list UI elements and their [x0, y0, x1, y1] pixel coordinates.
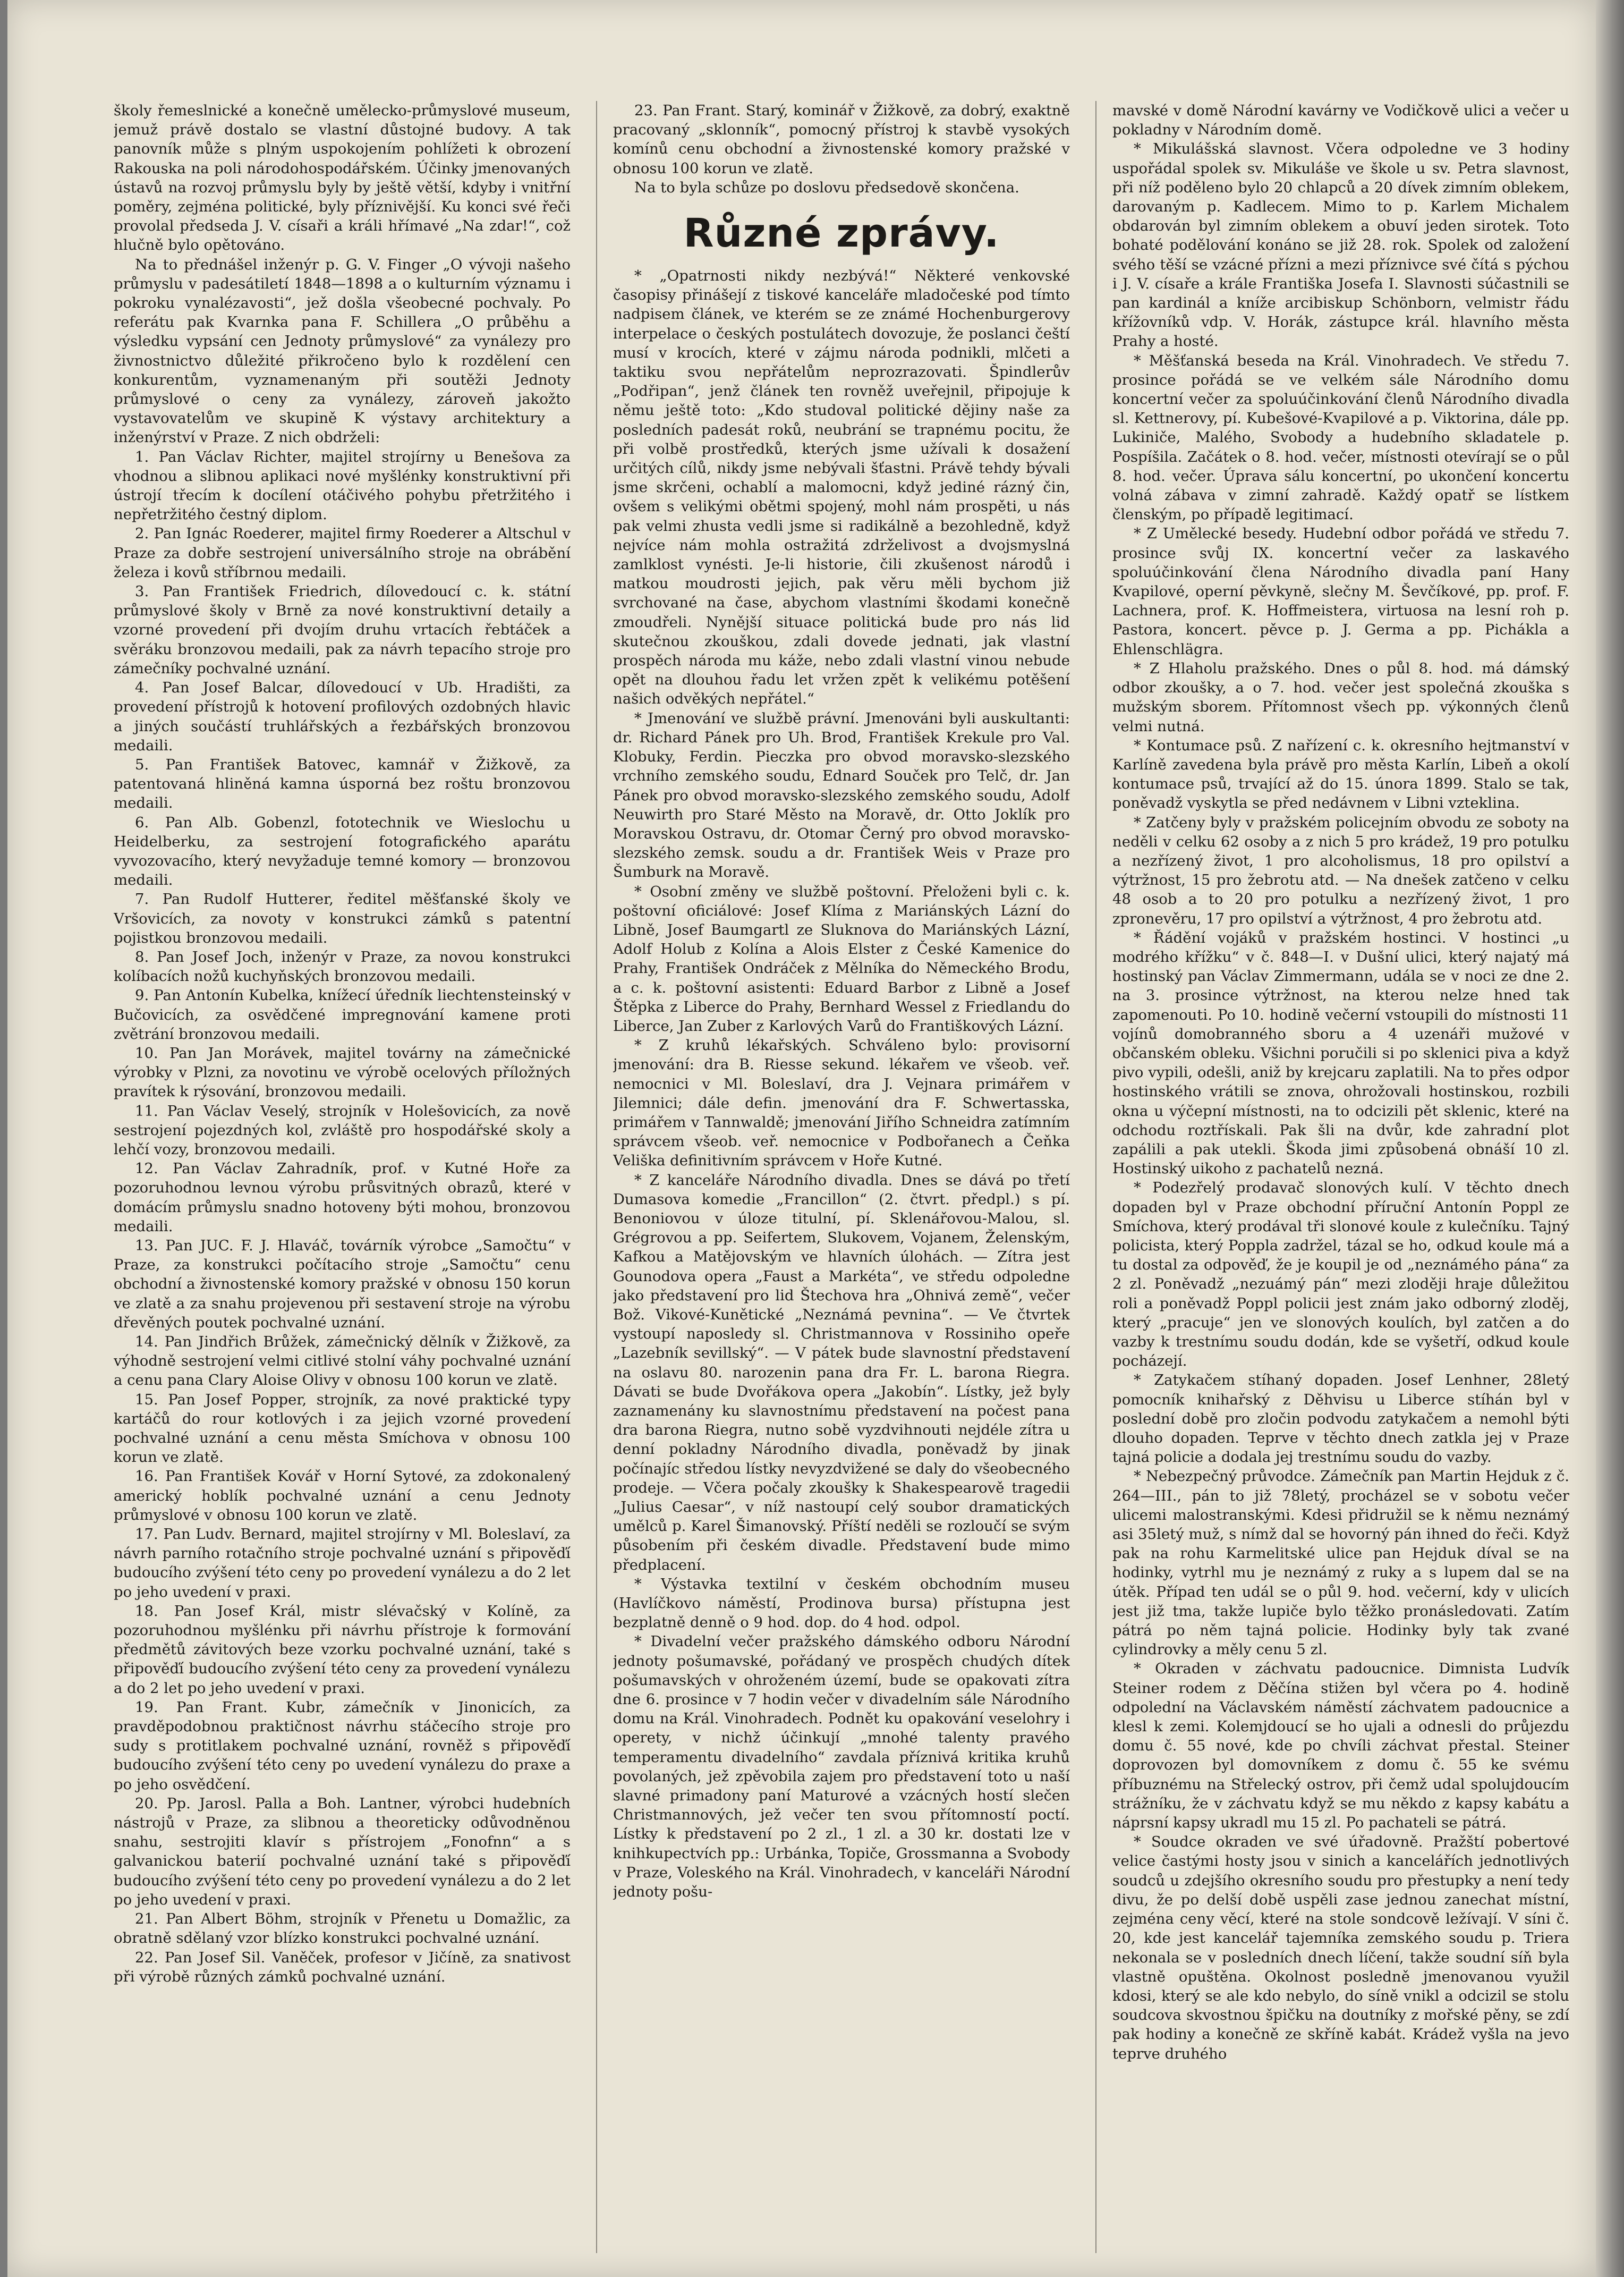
- newspaper-page: [7, 0, 1596, 2277]
- paragraph: školy řemeslnické a konečně umělecko-průmyslové museum, jemuž právě dostalo se vlastní důstojné budovy. A tak panovník může s plným uspokojením pohlížeti k obrození Rakouska na poli národohospodářském. Účinky jmenovaných ústavů na rozvoj průmyslu byly by ještě větší, kdyby i vnitřní poměry, zejména politické, byly příznivější. Ku konci své řeči provolal předseda J. V. císaři a králi hřímavé „Na zdar!“, což hlučně bylo opětováno.: [114, 102, 571, 254]
- column-2: [613, 101, 1070, 2258]
- award-item: 20. Pp. Jarosl. Palla a Boh. Lantner, výrobci hudebních nástrojů v Praze, za slibnou a theoreticky odůvodněnou snahu, sestrojiti klavír s přístrojem „Fonofnn“ a s galvanickou baterií pochvalné uznání také s připověďí budoucího zvýšení této ceny po provedení vynálezu a do 2 let po jeho uvedení v praxi.: [114, 1794, 571, 1908]
- paragraph: Na to přednášel inženýr p. G. V. Finger „O vývoji našeho průmyslu v padesátiletí 1848—1898 a o kulturním významu i pokroku vynalézavosti“, jež došla všeobecné pochvaly. Po referátu pak Kvarnka pana F. Schillera „O průběhu a výsledku vypsání cen Jednoty průmyslové“ za vynálezy pro živnostnictvo důležité přikročeno bylo k rozdělení cen konkurentům, vyznamenaným při soutěži Jednoty průmyslové o ceny za vynálezy, zároveň jakožto vystavovatelům ve skupině K výstavy architektury a inženýrství v Praze. Z nich obdrželi:: [114, 256, 571, 446]
- column-divider: [1095, 101, 1096, 2253]
- award-item: 3. Pan František Friedrich, dílovedoucí c. k. státní průmyslové školy v Brně za nové konstruktivní detaily a vzorné provedení při dvojím druhu vrtacích řebtáček a svěráku bronzovou medaili, pak za návrh tepacího stroje pro zámečníky pochvalné uznání.: [114, 583, 571, 677]
- section-headline: Různé zprávy.: [683, 210, 1000, 257]
- award-item: 21. Pan Albert Böhm, strojník v Přenetu u Domažlic, za obratně sdělaný vzor blízko konstrukci pochvalné uznání.: [114, 1910, 571, 1947]
- news-item: * Výstavka textilní v českém obchodním museu (Havlíčkovo náměstí, Prodinova bursa) přístupna jest bezplatně denně o 9 hod. dop. do 4 hod. odpol.: [613, 1575, 1070, 1631]
- award-item: 16. Pan František Kovář v Horní Sytové, za zdokonalený americký hoblík pochvalné uznání a cenu Jednoty průmyslové v obnosu 100 korun ve zlatě.: [114, 1468, 571, 1523]
- column-3: [1112, 101, 1569, 2258]
- news-item: * Zatykačem stíhaný dopaden. Josef Lenhner, 28letý pomocník knihařský z Děhvisu u Liberce stíhán byl v poslední době pro zločin podvodu zatykačem a nemohl býti dlouho dopaden. Teprve v těchto dnech zatkla jej v Praze tajná policie a dodala jej trestnímu soudu do vazby.: [1112, 1372, 1569, 1466]
- column-divider: [596, 101, 597, 2253]
- news-item: * Kontumace psů. Z nařízení c. k. okresního hejtmanství v Karlíně zavedena byla právě pro města Karlín, Libeň a okolí kontumace psů, trvající až do 15. února 1899. Stalo se tak, poněvadž vyskytla se před nedávnem v Libni vzteklina.: [1112, 737, 1569, 812]
- news-item: * Z Umělecké besedy. Hudební odbor pořádá ve středu 7. prosince svůj IX. koncertní večer za laskavého spoluúčinkování člena Národního divadla paní Hany Kvapilové, operní pěvkyně, slečny M. Ševčíkové, pp. prof. F. Lachnera, prof. K. Hoffmeistera, virtuosa na lesní roh p. Pastora, koncert. pěvce p. J. Germa a pp. Pichákla a Ehlenschlägra.: [1112, 525, 1569, 658]
- award-item: 6. Pan Alb. Gobenzl, fototechnik ve Wieslochu u Heidelberku, za sestrojení fotografického aparátu vyvozovacího, který nevyžaduje temné komory — bronzovou medaili.: [114, 814, 571, 889]
- news-item: * Divadelní večer pražského dámského odboru Národní jednoty pošumavské, pořádaný ve prospěch chudých dítek pošumavských v ohroženém území, bude se opakovati zítra dne 6. prosince v 7 hodin večer v divadelním sále Národního domu na Král. Vinohradech. Podnět ku opakování veselohry i operety, v nichž účinkují „mnohé talenty pravého temperamentu divadelního“ zavdala příznivá kritika kruhů povolaných, jež zpěvobila zajem pro představení toto u naší slavné primadony paní Maturové a vzácných hostí slečen Christmannových, jež večer ten svou přítomností poctí. Lístky k představení po 2 zl., 1 zl. a 30 kr. dostati lze v knihkupectvích pp.: Urbánka, Topiče, Grossmanna a Svobody v Praze, Voleského na Král. Vinohradech, v kanceláři Národní jednoty pošu-: [613, 1633, 1070, 1901]
- news-item: * Řádění vojáků v pražském hostinci. V hostinci „u modrého křížku“ v č. 848—I. v Dušní ulici, který najatý má hostinský pan Václav Zimmermann, udála se v noci ze dne 2. na 3. prosince výtržnost, na kterou nelze hned tak zapomenouti. Po 10. hodině večerní vstoupili do místnosti 11 vojínů domobranného sboru a 4 uzenáři mužové v občanském obleku. Všichni poručili si po sklenici piva a když pivo vypili, odešli, aniž by krejcaru zaplatili. Na to přes odpor hostinského vrátili se znova, ohrožovali hostinskou, rozbili okna u výčepní místnosti, na to odcizili pět sklenic, které na odchodu roztřískali. Pak šli na dvůr, kde zahradní plot zapálili a pak utekli. Škoda jimi způsobená obnáší 10 zl. Hostinský uikoho z pachatelů nezná.: [1112, 929, 1569, 1178]
- award-item: 2. Pan Ignác Roederer, majitel firmy Roederer a Altschul v Praze za dobře sestrojení universálního stroje na obrábění železa i kovů stříbrnou medaili.: [114, 525, 571, 581]
- award-item: 17. Pan Ludv. Bernard, majitel strojírny v Ml. Boleslaví, za návrh parního rotačního stroje pochvalné uznání s připověďí budoucího zvýšení této ceny po provedení vynálezu a do 2 let po jeho uvedení v praxi.: [114, 1526, 571, 1601]
- news-item: * Soudce okraden ve své úřadovně. Pražští pobertové velice častými hosty jsou v sinich a kancelářích jednotlivých soudců u zdejšího okresního soudu pro přestupky a není tedy divu, že po delší době uspěli zase jednou zanechat místní, zejména ceny věcí, které na stole sondcově ležívají. V síni č. 20, kde jest kancelář tajemníka zemského soudu p. Triera nekonala se v posledních dnech líčení, takže soudní síň byla vlastně opuštěna. Okolnost posledně jmenovanou využil kdosi, který se ale kdo nebylo, do síně vnikl a odcizil se stolu soudcova skvostnou špičku na doutníky z mořské pěny, se zdí pak hodiny a konečně ze skříně kabát. Krádež vyšla na jevo teprve druhého: [1112, 1833, 1569, 2062]
- award-item: 4. Pan Josef Balcar, dílovedoucí v Ub. Hradišti, za provedení přístrojů k hotovení profilových ozdobných hlavic a jiných součástí truhlářských a řezbářských bronzovou medaili.: [114, 679, 571, 754]
- award-item: 14. Pan Jindřich Brůžek, zámečnický dělník v Žižkově, za výhodně sestrojení velmi citlivé stolní váhy pochvalné uznání a cenu pana Clary Aloise Olivy v obnosu 100 korun ve zlatě.: [114, 1333, 571, 1389]
- award-item: 7. Pan Rudolf Hutterer, ředitel měšťanské školy ve Vršovicích, za novoty v konstrukci zámků s patentní pojistkou bronzovou medaili.: [114, 891, 571, 946]
- news-item: * Jmenování ve službě právní. Jmenováni byli auskultanti: dr. Richard Pánek pro Uh. Brod, František Krekule pro Val. Klobuky, Ferdin. Pieczka pro obvod moravsko-slezského vrchního zemského soudu, Ednard Souček pro Telč, dr. Jan Pánek pro obvod moravsko-slezského zemského soudu, Adolf Neuwirth pro Staré Město na Moravě, dr. Otto Joklík pro Moravskou Ostravu, dr. Otomar Černý pro obvod moravsko-slezského zemsk. soudu a dr. František Weis v Praze pro Šumburk na Moravě.: [613, 709, 1070, 881]
- award-item: 19. Pan Frant. Kubr, zámečník v Jinonicích, za pravděpodobnou praktičnost návrhu stáčecího stroje pro sudy s protitlakem pochvalné uznání, rovněž s připověďí budoucího zvýšení této ceny po uvedení vynálezu do praxe a po jeho osvědčení.: [114, 1698, 571, 1793]
- news-item: * Mikulášská slavnost. Včera odpoledne ve 3 hodiny uspořádal spolek sv. Mikuláše ve škole u sv. Petra slavnost, při níž poděleno bylo 20 chlapců a 20 dívek zimním oblekem, darovaným p. Kadlecem. Mimo to p. Karlem Michalem obdarován byl zimním oblekem a obuví jeden sirotek. Toto bohaté podělování konáno se již 28. rok. Spolek od založení svého těší se vzácné přízni a mezi příznivce své čítá s pýchou i J. V. císaře a krále Františka Josefa I. Slavnosti súčastnili se pan kardinál a kníže arcibiskup Schönborn, velmistr řádu křížovníků vdp. V. Horák, zástupce král. hlavního města Prahy a hosté.: [1112, 140, 1569, 350]
- award-item: 10. Pan Jan Morávek, majitel továrny na zámečnické výrobky v Plzni, za novotinu ve výrobě ocelových příložných pravítek k rýsování, bronzovou medaili.: [114, 1044, 571, 1101]
- news-item: * Zatčeny byly v pražském policejním obvodu ze soboty na neděli v celku 62 osoby a z nich 5 pro krádež, 19 pro potulku a nezřízený život, 1 pro alcoholismus, 18 pro opilství a výtržnost, 15 pro žebrotu atd. — Na dnešek zatčeno v celku 48 osob a to 20 pro potulku a nezřízený život, 1 pro zpronevěru, 17 pro opilství a výtržnost, 4 pro žebrotu atd.: [1112, 814, 1569, 927]
- award-item: 8. Pan Josef Joch, inženýr v Praze, za novou konstrukci kolíbacích nožů kuchyňských bronzovou medaili.: [114, 948, 571, 985]
- news-item: * Z Hlaholu pražského. Dnes o půl 8. hod. má dámský odbor zkoušky, a o 7. hod. večer jest společná zkouška s mužským sborem. Přítomnost všech pp. výkonných členů velmi nutná.: [1112, 659, 1569, 735]
- news-item: * Okraden v záchvatu padoucnice. Dimnista Ludvík Steiner rodem z Děčína stižen byl včera po 4. hodině odpolední na Václavském náměstí záchvatem padoucnice a klesl k zemi. Kolemjdoucí se ho ujali a odnesli do průjezdu domu č. 55 nové, kde po chvíli záchvat přestal. Steiner doprovozen byl domovníkem z domu č. 55 ke svému příbuznému na Střelecký ostrov, při čemž udal spolujdoucím strážníku, že v záchvatu když se mu někdo z kapsy kabátu a náprsní kapsy ukradl mu 15 zl. Po pachateli se pátrá.: [1112, 1660, 1569, 1832]
- news-item: * Měšťanská beseda na Král. Vinohradech. Ve středu 7. prosince pořádá se ve velkém sále Národního domu koncertní večer za spoluúčinkování členů Národního divadla sl. Kettnerovy, pí. Kubešové-Kvapilové a p. Viktorina, dále pp. Lukiniče, Malého, Svobody a hudebního skladatele p. Pospíšila. Začátek o 8. hod. večer, místnosti otevírají se o půl 8. hod. večer. Úprava sálu koncertní, po ukončení koncertu volná zábava v zimní zahradě. Každý opatř se lístkem členským, po případě legitimací.: [1112, 352, 1569, 523]
- award-item: 23. Pan Frant. Starý, kominář v Žižkově, za dobrý, exaktně pracovaný „sklonník“, pomocný přístroj k stavbě vysokých komínů cenu obchodní a živnostenské komory pražské v obnosu 100 korun ve zlatě.: [613, 102, 1070, 177]
- paragraph: Na to byla schůze po doslovu předsedově skončena.: [634, 179, 1019, 196]
- news-item: * Nebezpečný průvodce. Zámečník pan Martin Hejduk z č. 264—III., pán to již 78letý, procházel se v sobotu večer ulicemi malostranskými. Kdesi přidružil se k němu neznámý asi 35letý muž, s nímž dal se hovorný pán ihned do řeči. Když pak na rohu Karmelitské ulice pan Hejduk díval se na hodinky, vytrhl mu je neznámý z ruky a s lupem dal se na útěk. Případ ten udál se o půl 9. hod. večerní, kdy v ulicích jest již tma, takže lupiče bylo těžko pronásledovati. Zatím pátrá po něm tajná policie. Hodinky byly tak zvané cylindrovky a měly cenu 5 zl.: [1112, 1468, 1569, 1658]
- award-item: 22. Pan Josef Sil. Vaněček, profesor v Jičíně, za snativost při výrobě různých zámků pochvalné uznání.: [114, 1949, 571, 1985]
- award-item: 1. Pan Václav Richter, majitel strojírny u Benešova za vhodnou a slibnou aplikaci nové myšlénky konstruktivní při ústrojí třecím k docílení otáčivého pohybu přetržitého i nepřetržitého čestný diplom.: [114, 448, 571, 523]
- award-item: 18. Pan Josef Král, mistr slévačský v Kolíně, za pozoruhodnou myšlénku při návrhu přístroje k formování předmětů závitových beze vzorku pochvalné uznání, také s připověďí budoucího zvýšení této ceny za provedení vynálezu a do 2 let po jeho uvedení v praxi.: [114, 1602, 571, 1697]
- scan-edge: [1596, 0, 1624, 2277]
- award-item: 5. Pan František Batovec, kamnář v Žižkově, za patentovaná hliněná kamna úsporná bez roštu bronzovou medaili.: [114, 756, 571, 812]
- column-1: [114, 101, 571, 2258]
- award-item: 15. Pan Josef Popper, strojník, za nové praktické typy kartáčů do rour kotlových i za jejich vzorné provedení pochvalné uznání a cenu města Smíchova v obnosu 100 korun ve zlatě.: [114, 1391, 571, 1466]
- news-item: * „Opatrnosti nikdy nezbývá!“ Některé venkovské časopisy přinášejí z tiskové kanceláře mladočeské pod tímto nadpisem článek, ve kterém se ze známé Hochenburgerovy interpelace o českých postulátech dovozuje, že poslanci čeští musí v krocích, které v zájmu národa podnikli, mlčeti a taktiku svou nepřátelům neprozrazovati. Špindlerův „Podřipan“, jenž článek ten rovněž uveřejnil, připojuje k němu ještě toto: „Kdo studoval politické dějiny naše za posledních padesát roků, neubrání se trapnému pocitu, že při volbě prostředků, kterých jsme užívali k dosažení určitých cílů, nikdy jsme nebývali šťastni. Právě tehdy bývali jsme skrčeni, ochablí a malomocni, když jediné rázný čin, ovšem s velikými obětmi spojený, mohl nám prospěti, u nás pak velmi zhusta vedli jsme si radikálně a bezohledně, když nejvíce nám mohla ostražitá zdrželivost a dvojsmyslná zamlklost vynésti. Je-li historie, čili zkušenost národů i matkou moudrosti jejich, pak věru měli bychom již svrchované na čase, abychom vlastními škodami konečně zmoudřeli. Nynější situace politická bude pro nás lid skutečnou zkouškou, zdali dovede jednati, jak vlastní prospěch národa mu káže, nebo zdali vlastní vinou nebude opět na dlouhou řadu let vržen zpět k velikému potěšení našich odvěkých nepřátel.“: [613, 267, 1070, 708]
- news-item: * Z kruhů lékařských. Schváleno bylo: provisorní jmenování: dra B. Riesse sekund. lékařem ve všeob. veř. nemocnici v Ml. Boleslaví, dra J. Vejnara primářem v Jilemnici; dále defin. jmenování dra F. Schwertasska, primářem v Tannwaldě; jmenování Jiřího Schneidra zatímním správcem všeob. veř. nemocnice v Podbořanech a Čeňka Veliška definitivním správcem v Hoře Kutné.: [613, 1037, 1070, 1170]
- award-item: 9. Pan Antonín Kubelka, knížecí úředník liechtensteinský v Bučovicích, za osvědčené impregnování kamene proti zvětrání bronzovou medaili.: [114, 987, 571, 1043]
- award-item: 12. Pan Václav Zahradník, prof. v Kutné Hoře za pozoruhodnou levnou výrobu průsvitných obrazů, které v domácím průmyslu snadno hotoveny býti mohou, bronzovou medaili.: [114, 1160, 571, 1235]
- award-item: 13. Pan JUC. F. J. Hlaváč, továrník výrobce „Samočtu“ v Praze, za konstrukci počítacího stroje „Samočtu“ cenu obchodní a živnostenské komory pražské v obnosu 150 korun ve zlatě a za snahu projevenou při sestavení stroje na výrobu dřevěných poutek pochvalné uznání.: [114, 1237, 571, 1331]
- text-columns: [114, 101, 1569, 2258]
- news-item: * Podezřelý prodavač slonových kulí. V těchto dnech dopaden byl v Praze obchodní příruční Antonín Poppl ze Smíchova, který prodával tři slonové koule z kulečníku. Tajný policista, který Poppla zadržel, tázal se ho, odkud koule má a tu dostal za odpověď, že je koupil je od „neznámého pána“ za 2 zl. Poněvadž „nezuámý pán“ mezi zloději hraje důležitou roli a poněvadž Poppl policii jest znám jako odborný zloděj, který „pracuje“ jen ve slonových koulích, byl zatčen a do vazby k trestnímu soudu dodán, kde se vyšetří, odkud koule pocházejí.: [1112, 1179, 1569, 1370]
- news-item: * Osobní změny ve službě poštovní. Přeloženi byli c. k. poštovní oficiálové: Josef Klíma z Mariánských Lázní do Libně, Josef Baumgartl ze Sluknova do Mariánských Lázní, Adolf Holub z Kolína a Alois Elster z České Kamenice do Prahy, František Ondráček z Mělníka do Německého Brodu, a c. k. poštovní asistenti: Eduard Barbor z Libně a Josef Štěpka z Liberce do Prahy, Bernhard Wessel z Friedlandu do Liberce, Jan Zuber z Karlových Varů do Františkových Lázní.: [613, 883, 1070, 1035]
- news-item: * Z kanceláře Národního divadla. Dnes se dává po třetí Dumasova komedie „Francillon“ (2. čtvrt. předpl.) s pí. Benoniovou v úloze titulní, pí. Sklenářovou-Malou, sl. Grégrovou a pp. Seifertem, Slukovem, Vojanem, Želenským, Kafkou a Matějovským ve hlavních úlohách. — Zítra jest Gounodova opera „Faust a Markéta“, ve středu odpoledne jako představení pro lid Štechova hra „Ohnivá země“, večer Bož. Vikové-Kunětické „Neznámá pevnina“. — Ve čtvrtek vystoupí naposledy sl. Christmannova v Rossiniho opeře „Lazebník sevillský“. — V pátek bude slavnostní představení na oslavu 80. narozenin pana dra Fr. L. barona Riegra. Dávati se bude Dvořákova opera „Jakobín“. Lístky, jež byly zaznamenány ku slavnostnímu představení na počest pana dra barona Riegra, nutno sobě vyzdvihnouti nejdéle zítra u denní pokladny Národního divadla, poněvadž by jinak počínajíc středou lístky nevyzdvižené se daly do všeobecného prodeje. — Včera počaly zkoušky k Shakespearově tragedii „Julius Caesar“, v níž nastoupí celý soubor dramatických umělců p. Karel Šimanovský. Příští neděli se rozloučí se svým působením při českém divadle. Představení bude mimo předplacení.: [613, 1171, 1070, 1573]
- news-item: mavské v domě Národní kavárny ve Vodičkově ulici a večer u pokladny v Národním domě.: [1112, 102, 1569, 139]
- award-item: 11. Pan Václav Veselý, strojník v Holešovicích, za nově sestrojení pojezdných kol, zvláště pro hospodářské skoly a lehčí vozy, bronzovou medaili.: [114, 1102, 571, 1158]
